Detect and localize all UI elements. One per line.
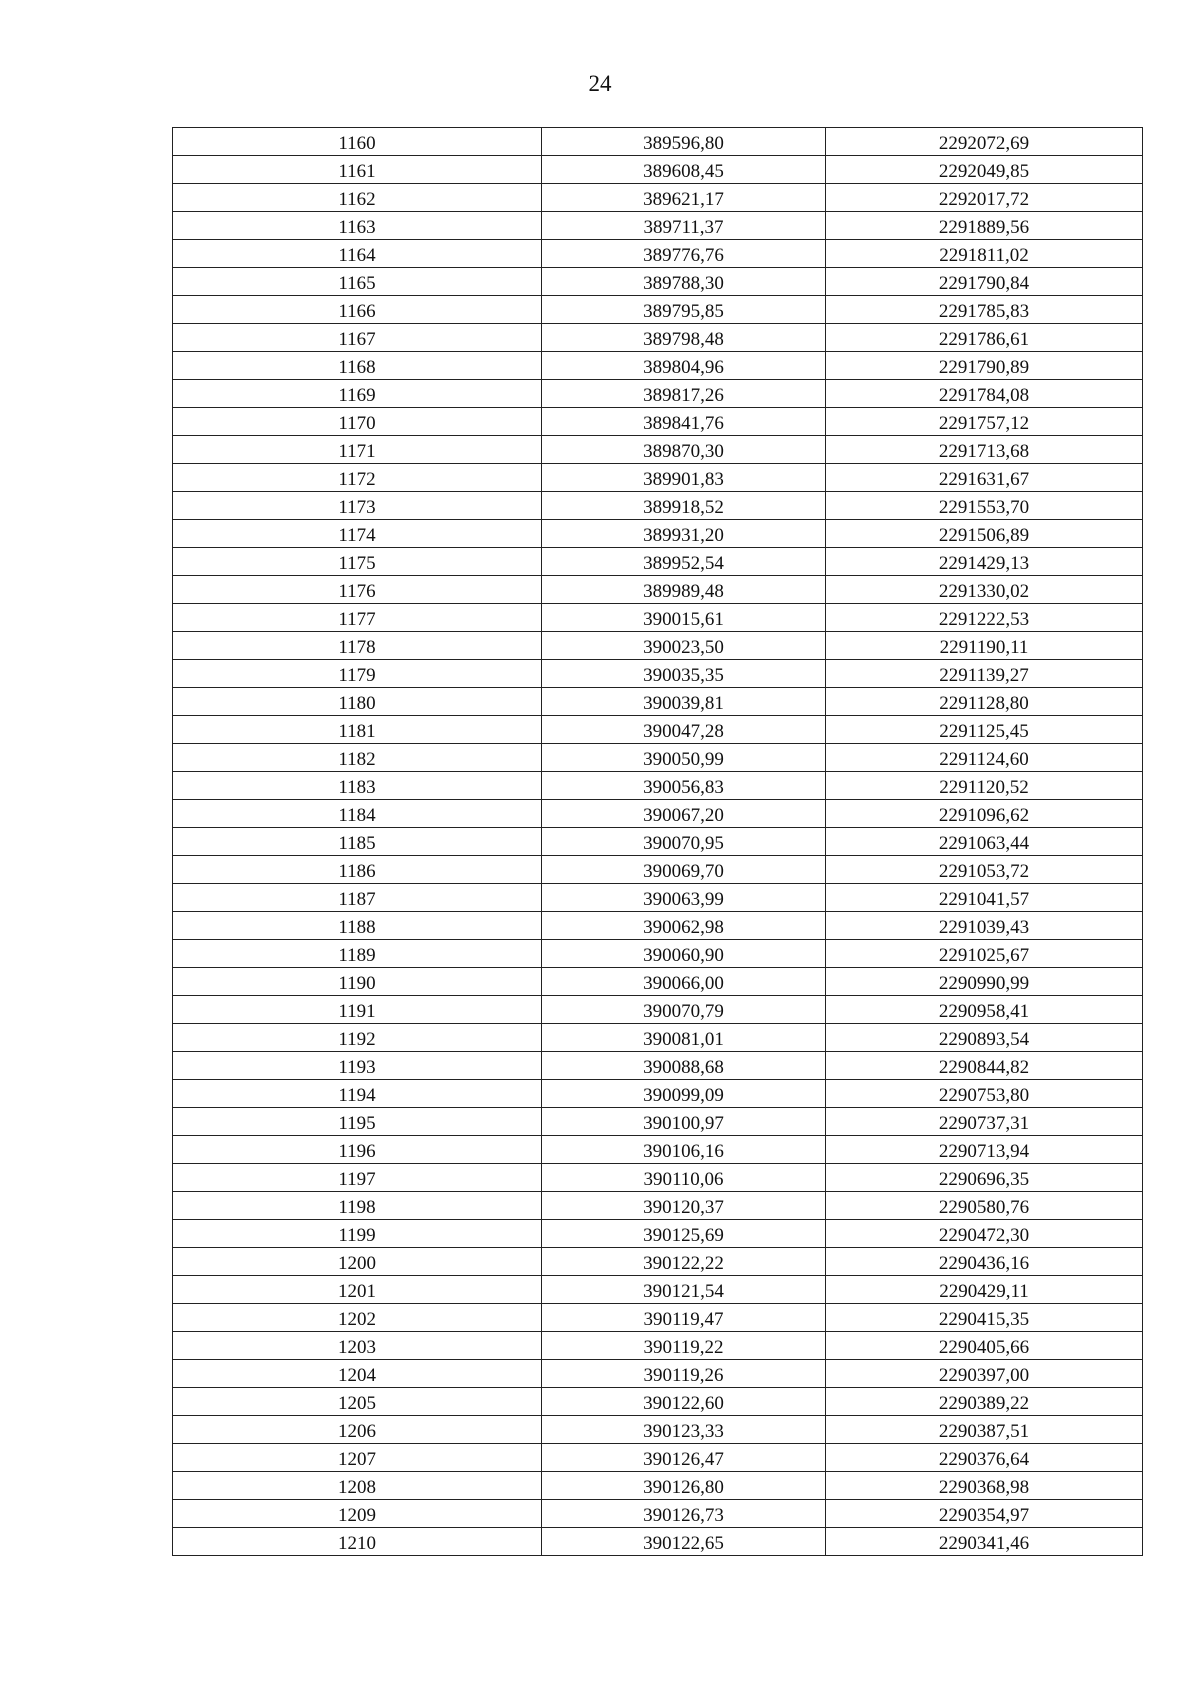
x-coordinate-cell: 390110,06 — [542, 1164, 826, 1192]
table-row — [173, 1220, 1143, 1248]
x-coordinate-cell: 389817,26 — [542, 380, 826, 408]
x-coordinate-cell: 390119,22 — [542, 1332, 826, 1360]
x-coordinate-cell: 389804,96 — [542, 352, 826, 380]
y-coordinate-cell: 2290397,00 — [826, 1360, 1143, 1388]
y-coordinate-cell: 2292049,85 — [826, 156, 1143, 184]
table-row — [173, 184, 1143, 212]
point-number-cell: 1210 — [173, 1528, 542, 1556]
y-coordinate-cell: 2291330,02 — [826, 576, 1143, 604]
point-number-cell: 1164 — [173, 240, 542, 268]
point-number-cell: 1175 — [173, 548, 542, 576]
y-coordinate-cell: 2290958,41 — [826, 996, 1143, 1024]
x-coordinate-cell: 390050,99 — [542, 744, 826, 772]
table-row — [173, 940, 1143, 968]
y-coordinate-cell: 2291190,11 — [826, 632, 1143, 660]
table-row — [173, 436, 1143, 464]
table-row — [173, 996, 1143, 1024]
x-coordinate-cell: 390123,33 — [542, 1416, 826, 1444]
y-coordinate-cell: 2291222,53 — [826, 604, 1143, 632]
point-number-cell: 1190 — [173, 968, 542, 996]
y-coordinate-cell: 2291811,02 — [826, 240, 1143, 268]
y-coordinate-cell: 2291713,68 — [826, 436, 1143, 464]
x-coordinate-cell: 389901,83 — [542, 464, 826, 492]
y-coordinate-cell: 2291063,44 — [826, 828, 1143, 856]
point-number-cell: 1195 — [173, 1108, 542, 1136]
y-coordinate-cell: 2290389,22 — [826, 1388, 1143, 1416]
y-coordinate-cell: 2291790,84 — [826, 268, 1143, 296]
table-row — [173, 772, 1143, 800]
x-coordinate-cell: 389918,52 — [542, 492, 826, 520]
table-row — [173, 884, 1143, 912]
table-row — [173, 604, 1143, 632]
y-coordinate-cell: 2292072,69 — [826, 128, 1143, 156]
y-coordinate-cell: 2290429,11 — [826, 1276, 1143, 1304]
x-coordinate-cell: 390060,90 — [542, 940, 826, 968]
table-row — [173, 716, 1143, 744]
y-coordinate-cell: 2291429,13 — [826, 548, 1143, 576]
y-coordinate-cell: 2291784,08 — [826, 380, 1143, 408]
x-coordinate-cell: 390067,20 — [542, 800, 826, 828]
y-coordinate-cell: 2291553,70 — [826, 492, 1143, 520]
x-coordinate-cell: 390069,70 — [542, 856, 826, 884]
table-row — [173, 408, 1143, 436]
table-row — [173, 1444, 1143, 1472]
x-coordinate-cell: 389841,76 — [542, 408, 826, 436]
table-row — [173, 1108, 1143, 1136]
x-coordinate-cell: 390126,73 — [542, 1500, 826, 1528]
x-coordinate-cell: 390047,28 — [542, 716, 826, 744]
x-coordinate-cell: 390121,54 — [542, 1276, 826, 1304]
point-number-cell: 1209 — [173, 1500, 542, 1528]
point-number-cell: 1203 — [173, 1332, 542, 1360]
x-coordinate-cell: 389798,48 — [542, 324, 826, 352]
x-coordinate-cell: 389711,37 — [542, 212, 826, 240]
y-coordinate-cell: 2290472,30 — [826, 1220, 1143, 1248]
y-coordinate-cell: 2291053,72 — [826, 856, 1143, 884]
x-coordinate-cell: 390122,60 — [542, 1388, 826, 1416]
x-coordinate-cell: 389795,85 — [542, 296, 826, 324]
table-row — [173, 1192, 1143, 1220]
table-row — [173, 212, 1143, 240]
table-row — [173, 268, 1143, 296]
y-coordinate-cell: 2290580,76 — [826, 1192, 1143, 1220]
y-coordinate-cell: 2290405,66 — [826, 1332, 1143, 1360]
table-row — [173, 576, 1143, 604]
x-coordinate-cell: 390039,81 — [542, 688, 826, 716]
point-number-cell: 1207 — [173, 1444, 542, 1472]
x-coordinate-cell: 390066,00 — [542, 968, 826, 996]
x-coordinate-cell: 390088,68 — [542, 1052, 826, 1080]
y-coordinate-cell: 2291757,12 — [826, 408, 1143, 436]
table-row — [173, 1164, 1143, 1192]
table-row — [173, 240, 1143, 268]
x-coordinate-cell: 390119,26 — [542, 1360, 826, 1388]
point-number-cell: 1202 — [173, 1304, 542, 1332]
table-row — [173, 688, 1143, 716]
table-row — [173, 1332, 1143, 1360]
table-row — [173, 128, 1143, 156]
y-coordinate-cell: 2290737,31 — [826, 1108, 1143, 1136]
x-coordinate-cell: 389776,76 — [542, 240, 826, 268]
point-number-cell: 1183 — [173, 772, 542, 800]
y-coordinate-cell: 2291120,52 — [826, 772, 1143, 800]
x-coordinate-cell: 390023,50 — [542, 632, 826, 660]
point-number-cell: 1163 — [173, 212, 542, 240]
y-coordinate-cell: 2291041,57 — [826, 884, 1143, 912]
x-coordinate-cell: 390070,79 — [542, 996, 826, 1024]
y-coordinate-cell: 2290713,94 — [826, 1136, 1143, 1164]
y-coordinate-cell: 2291125,45 — [826, 716, 1143, 744]
x-coordinate-cell: 390081,01 — [542, 1024, 826, 1052]
y-coordinate-cell: 2290415,35 — [826, 1304, 1143, 1332]
point-number-cell: 1181 — [173, 716, 542, 744]
x-coordinate-cell: 389596,80 — [542, 128, 826, 156]
point-number-cell: 1172 — [173, 464, 542, 492]
point-number-cell: 1171 — [173, 436, 542, 464]
table-row — [173, 296, 1143, 324]
table-row — [173, 1500, 1143, 1528]
point-number-cell: 1205 — [173, 1388, 542, 1416]
x-coordinate-cell: 389952,54 — [542, 548, 826, 576]
y-coordinate-cell: 2291124,60 — [826, 744, 1143, 772]
page-number: 24 — [588, 71, 612, 96]
table-row — [173, 856, 1143, 884]
y-coordinate-cell: 2290341,46 — [826, 1528, 1143, 1556]
x-coordinate-cell: 390035,35 — [542, 660, 826, 688]
table-row — [173, 464, 1143, 492]
y-coordinate-cell: 2291889,56 — [826, 212, 1143, 240]
y-coordinate-cell: 2292017,72 — [826, 184, 1143, 212]
table-row — [173, 548, 1143, 576]
point-number-cell: 1176 — [173, 576, 542, 604]
x-coordinate-cell: 390056,83 — [542, 772, 826, 800]
point-number-cell: 1204 — [173, 1360, 542, 1388]
table-row — [173, 156, 1143, 184]
point-number-cell: 1186 — [173, 856, 542, 884]
table-row — [173, 828, 1143, 856]
point-number-cell: 1178 — [173, 632, 542, 660]
point-number-cell: 1191 — [173, 996, 542, 1024]
point-number-cell: 1170 — [173, 408, 542, 436]
coordinates-table-body — [173, 128, 1143, 1556]
table-row — [173, 1248, 1143, 1276]
table-row — [173, 492, 1143, 520]
y-coordinate-cell: 2291039,43 — [826, 912, 1143, 940]
y-coordinate-cell: 2291128,80 — [826, 688, 1143, 716]
point-number-cell: 1208 — [173, 1472, 542, 1500]
y-coordinate-cell: 2290696,35 — [826, 1164, 1143, 1192]
y-coordinate-cell: 2291790,89 — [826, 352, 1143, 380]
table-row — [173, 352, 1143, 380]
point-number-cell: 1180 — [173, 688, 542, 716]
x-coordinate-cell: 390125,69 — [542, 1220, 826, 1248]
x-coordinate-cell: 389989,48 — [542, 576, 826, 604]
x-coordinate-cell: 389931,20 — [542, 520, 826, 548]
x-coordinate-cell: 390070,95 — [542, 828, 826, 856]
point-number-cell: 1193 — [173, 1052, 542, 1080]
x-coordinate-cell: 389788,30 — [542, 268, 826, 296]
y-coordinate-cell: 2291786,61 — [826, 324, 1143, 352]
table-row — [173, 1052, 1143, 1080]
x-coordinate-cell: 389870,30 — [542, 436, 826, 464]
y-coordinate-cell: 2290893,54 — [826, 1024, 1143, 1052]
point-number-cell: 1200 — [173, 1248, 542, 1276]
point-number-cell: 1161 — [173, 156, 542, 184]
point-number-cell: 1198 — [173, 1192, 542, 1220]
y-coordinate-cell: 2290376,64 — [826, 1444, 1143, 1472]
table-row — [173, 1024, 1143, 1052]
point-number-cell: 1177 — [173, 604, 542, 632]
point-number-cell: 1166 — [173, 296, 542, 324]
y-coordinate-cell: 2290753,80 — [826, 1080, 1143, 1108]
point-number-cell: 1196 — [173, 1136, 542, 1164]
table-row — [173, 1136, 1143, 1164]
point-number-cell: 1173 — [173, 492, 542, 520]
table-row — [173, 660, 1143, 688]
table-row — [173, 1416, 1143, 1444]
y-coordinate-cell: 2291025,67 — [826, 940, 1143, 968]
y-coordinate-cell: 2290844,82 — [826, 1052, 1143, 1080]
x-coordinate-cell: 390119,47 — [542, 1304, 826, 1332]
table-row — [173, 1304, 1143, 1332]
y-coordinate-cell: 2290990,99 — [826, 968, 1143, 996]
point-number-cell: 1174 — [173, 520, 542, 548]
x-coordinate-cell: 390063,99 — [542, 884, 826, 912]
point-number-cell: 1189 — [173, 940, 542, 968]
table-row — [173, 520, 1143, 548]
y-coordinate-cell: 2291139,27 — [826, 660, 1143, 688]
point-number-cell: 1160 — [173, 128, 542, 156]
table-row — [173, 1388, 1143, 1416]
x-coordinate-cell: 390122,65 — [542, 1528, 826, 1556]
y-coordinate-cell: 2291096,62 — [826, 800, 1143, 828]
y-coordinate-cell: 2291506,89 — [826, 520, 1143, 548]
point-number-cell: 1187 — [173, 884, 542, 912]
y-coordinate-cell: 2291631,67 — [826, 464, 1143, 492]
point-number-cell: 1162 — [173, 184, 542, 212]
y-coordinate-cell: 2290387,51 — [826, 1416, 1143, 1444]
table-row — [173, 1276, 1143, 1304]
y-coordinate-cell: 2290436,16 — [826, 1248, 1143, 1276]
point-number-cell: 1179 — [173, 660, 542, 688]
y-coordinate-cell: 2290354,97 — [826, 1500, 1143, 1528]
point-number-cell: 1169 — [173, 380, 542, 408]
x-coordinate-cell: 390120,37 — [542, 1192, 826, 1220]
x-coordinate-cell: 390126,80 — [542, 1472, 826, 1500]
x-coordinate-cell: 390122,22 — [542, 1248, 826, 1276]
table-row — [173, 380, 1143, 408]
table-row — [173, 1528, 1143, 1556]
x-coordinate-cell: 390126,47 — [542, 1444, 826, 1472]
point-number-cell: 1184 — [173, 800, 542, 828]
table-row — [173, 1472, 1143, 1500]
point-number-cell: 1199 — [173, 1220, 542, 1248]
table-row — [173, 324, 1143, 352]
point-number-cell: 1206 — [173, 1416, 542, 1444]
point-number-cell: 1185 — [173, 828, 542, 856]
x-coordinate-cell: 390099,09 — [542, 1080, 826, 1108]
y-coordinate-cell: 2290368,98 — [826, 1472, 1143, 1500]
table-row — [173, 744, 1143, 772]
table-row — [173, 800, 1143, 828]
point-number-cell: 1165 — [173, 268, 542, 296]
point-number-cell: 1167 — [173, 324, 542, 352]
y-coordinate-cell: 2291785,83 — [826, 296, 1143, 324]
table-row — [173, 912, 1143, 940]
table-row — [173, 1360, 1143, 1388]
table-row — [173, 632, 1143, 660]
point-number-cell: 1192 — [173, 1024, 542, 1052]
table-row — [173, 968, 1143, 996]
point-number-cell: 1194 — [173, 1080, 542, 1108]
coordinates-table — [172, 127, 1143, 1556]
x-coordinate-cell: 390015,61 — [542, 604, 826, 632]
point-number-cell: 1197 — [173, 1164, 542, 1192]
x-coordinate-cell: 390100,97 — [542, 1108, 826, 1136]
x-coordinate-cell: 389621,17 — [542, 184, 826, 212]
point-number-cell: 1201 — [173, 1276, 542, 1304]
point-number-cell: 1168 — [173, 352, 542, 380]
table-row — [173, 1080, 1143, 1108]
point-number-cell: 1188 — [173, 912, 542, 940]
x-coordinate-cell: 390062,98 — [542, 912, 826, 940]
x-coordinate-cell: 390106,16 — [542, 1136, 826, 1164]
point-number-cell: 1182 — [173, 744, 542, 772]
x-coordinate-cell: 389608,45 — [542, 156, 826, 184]
